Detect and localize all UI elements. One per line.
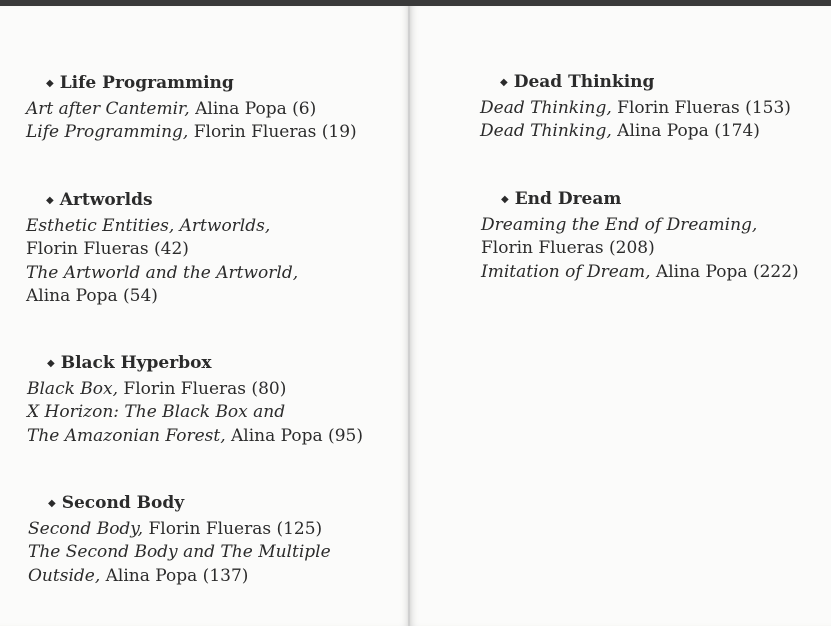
toc-entry [28, 541, 331, 565]
entry-author: Florin Flueras (153) [611, 97, 791, 118]
entry-author: Alina Popa (222) [650, 261, 799, 282]
entry-author: Florin Flueras (19) [188, 122, 357, 142]
entry-title: The Second Body and The Multiple [28, 542, 331, 562]
entry-author: Alina Popa (95) [225, 425, 363, 446]
entry-title: The Artworld and the Artworld, [26, 262, 299, 283]
toc-entry [28, 565, 331, 589]
section-heading [481, 188, 799, 214]
section-artworlds [26, 189, 298, 309]
entry-author: Alina Popa (137) [100, 565, 249, 586]
section-heading [28, 492, 331, 518]
toc-entry [26, 285, 298, 309]
toc-entry [480, 120, 791, 144]
diamond-bullet-icon: ◆ [48, 498, 56, 509]
toc-entry [26, 121, 357, 145]
section-heading [26, 189, 298, 215]
toc-entry [26, 238, 298, 262]
section-heading-text: Artworlds [59, 190, 153, 210]
entry-author: Alina Popa (174) [611, 121, 760, 141]
toc-entry [480, 97, 791, 121]
entry-title: Art after Cantemir, [26, 98, 190, 119]
toc-entry [26, 215, 298, 239]
toc-entry [27, 378, 363, 402]
diamond-bullet-icon: ◆ [46, 195, 54, 206]
section-heading [480, 71, 791, 97]
entry-author: Alina Popa (54) [26, 286, 158, 306]
entry-title: Dreaming the End of Dreaming, [481, 214, 758, 235]
toc-entry [27, 401, 363, 425]
entry-title: X Horizon: The Black Box and [27, 402, 286, 422]
toc-entry [481, 261, 799, 285]
entry-title: Imitation of Dream, [481, 261, 651, 282]
entry-author: Florin Flueras (125) [143, 518, 323, 539]
diamond-bullet-icon: ◆ [501, 194, 509, 205]
section-life-programming [26, 72, 357, 145]
section-heading-text: Second Body [61, 493, 185, 513]
section-black-hyperbox [27, 352, 363, 448]
toc-entry [27, 425, 363, 449]
book-gutter [408, 6, 410, 626]
entry-title: Life Programming, [26, 122, 189, 142]
entry-title: Dead Thinking, [480, 97, 612, 118]
diamond-bullet-icon: ◆ [47, 358, 55, 369]
toc-entry [26, 98, 357, 122]
toc-entry [481, 214, 799, 238]
section-dead-thinking [480, 71, 791, 144]
toc-entry [26, 262, 298, 286]
entry-author: Florin Flueras (42) [26, 239, 189, 259]
entry-author: Florin Flueras (80) [118, 378, 287, 399]
section-heading-text: End Dream [514, 189, 622, 209]
entry-title: Esthetic Entities, Artworlds, [26, 215, 271, 236]
entry-title: Outside, [28, 565, 101, 586]
section-heading-text: Dead Thinking [513, 72, 655, 92]
toc-entry [28, 518, 331, 542]
entry-author: Alina Popa (6) [189, 98, 317, 119]
section-heading [26, 72, 357, 98]
section-heading-text: Black Hyperbox [60, 353, 212, 373]
diamond-bullet-icon: ◆ [46, 78, 54, 89]
entry-title: Dead Thinking, [480, 121, 612, 141]
entry-title: The Amazonian Forest, [27, 425, 226, 446]
section-end-dream [481, 188, 799, 284]
diamond-bullet-icon: ◆ [500, 77, 508, 88]
entry-title: Black Box, [27, 378, 119, 399]
entry-author: Florin Flueras (208) [481, 238, 655, 258]
section-heading-text: Life Programming [59, 73, 234, 93]
toc-entry [481, 237, 799, 261]
entry-title: Second Body, [28, 518, 144, 539]
section-heading [27, 352, 363, 378]
section-second-body [28, 492, 331, 588]
